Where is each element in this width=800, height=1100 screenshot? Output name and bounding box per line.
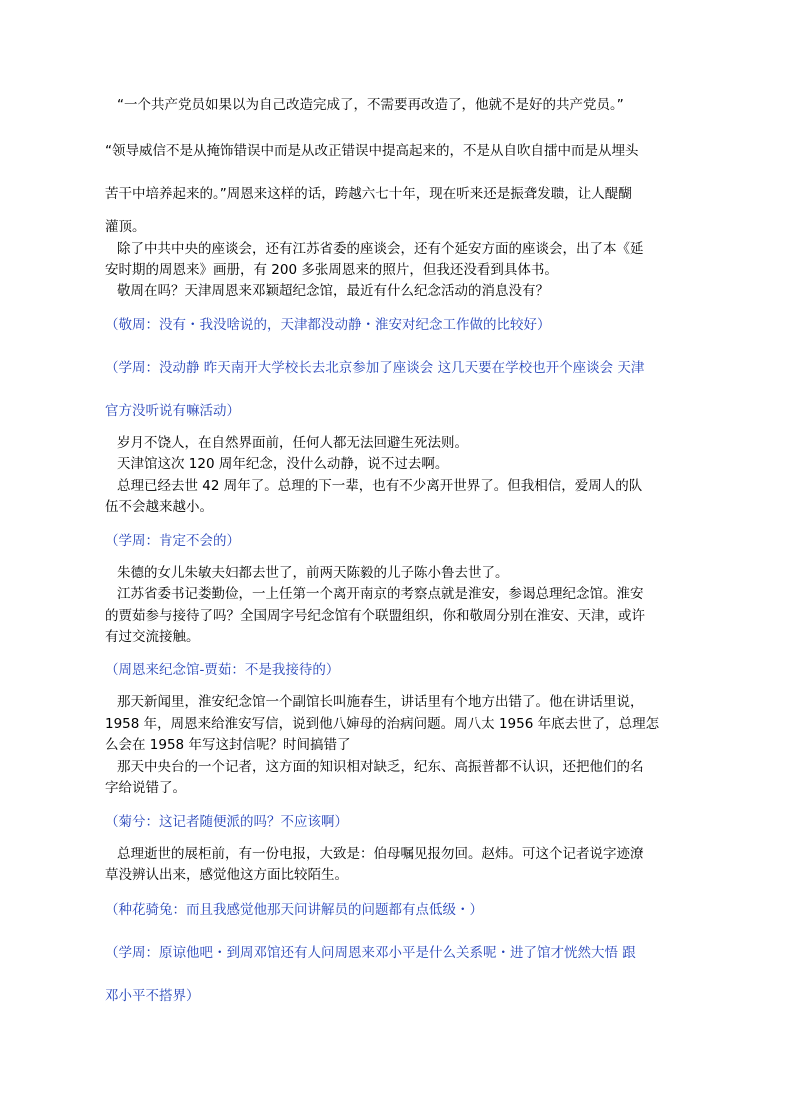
reply-line: （学周：肯定不会的）: [105, 533, 240, 549]
paragraph-line: 总理逝世的展柜前，有一份电报，大致是：伯母嘱见报勿回。赵炜。可这个记者说字迹潦: [117, 846, 644, 862]
paragraph-line: 岁月不饶人，在自然界面前，任何人都无法回避生死法则。: [117, 435, 468, 451]
reply-line: （学周：原谅他吧・到周邓馆还有人问周恩来邓小平是什么关系呢・进了馆才恍然大悟 跟: [105, 945, 636, 961]
paragraph-line: 除了中共中央的座谈会，还有江苏省委的座谈会，还有个延安方面的座谈会，出了本《延: [117, 241, 644, 257]
reply-line: （学周：没动静 昨天南开大学校长去北京参加了座谈会 这几天要在学校也开个座谈会 天津: [105, 360, 645, 376]
paragraph-line: 1958 年，周恩来给淮安写信，说到他八婶母的治病问题。周八太 1956 年底去世了，总理怎: [105, 716, 660, 732]
reply-line: （种花骑兔：而且我感觉他那天问讲解员的问题都有点低级・）: [105, 902, 483, 918]
reply-line: （敬周：没有・我没啥说的，天津都没动静・淮安对纪念工作做的比较好）: [105, 317, 551, 333]
paragraph-line: 朱德的女儿朱敏夫妇都去世了，前两天陈毅的儿子陈小鲁去世了。: [117, 565, 509, 581]
paragraph-line: 有过交流接触。: [105, 629, 200, 645]
paragraph-line: 么会在 1958 年写这封信呢？时间搞错了: [105, 737, 351, 753]
reply-line: 官方没听说有嘛活动）: [105, 403, 240, 419]
reply-line: 邓小平不搭界）: [105, 988, 200, 1004]
paragraph-line: 那天新闻里，淮安纪念馆一个副馆长叫施春生，讲话里有个地方出错了。他在讲话里说，: [117, 694, 644, 710]
reply-line: （周恩来纪念馆-贾茹：不是我接待的）: [105, 662, 340, 678]
paragraph-line: “一个共产党员如果以为自己改造完成了，不需要再改造了，他就不是好的共产党员。”: [117, 97, 624, 113]
paragraph-line: 安时期的周恩来》画册，有 200 多张周恩来的照片，但我还没看到具体书。: [105, 262, 558, 278]
paragraph-line: 字给说错了。: [105, 780, 186, 796]
paragraph-line: 天津馆这次 120 周年纪念，没什么动静，说不过去啊。: [117, 456, 449, 472]
paragraph-line: 江苏省委书记娄勤俭，一上任第一个离开南京的考察点就是淮安，参谒总理纪念馆。淮安: [117, 586, 644, 602]
paragraph-line: 草没辨认出来，感觉他这方面比较陌生。: [105, 867, 348, 883]
paragraph-line: 敬周在吗？天津周恩来邓颖超纪念馆，最近有什么纪念活动的消息没有？: [117, 283, 549, 299]
reply-line: （菊兮：这记者随便派的吗？不应该啊）: [105, 814, 348, 830]
paragraph-line: 苦干中培养起来的。”周恩来这样的话，跨越六七十年，现在听来还是振聋发聩，让人醍醐: [105, 186, 632, 202]
paragraph-line: 那天中央台的一个记者，这方面的知识相对缺乏，纪东、高振普都不认识，还把他们的名: [117, 759, 644, 775]
paragraph-line: 伍不会越来越小。: [105, 499, 213, 515]
paragraph-line: 灌顶。: [105, 219, 146, 235]
paragraph-line: 的贾茹参与接待了吗？全国周字号纪念馆有个联盟组织，你和敬周分别在淮安、天津，或许: [105, 608, 645, 624]
paragraph-line: “领导威信不是从掩饰错误中而是从改正错误中提高起来的，不是从自吹自擂中而是从埋头: [105, 143, 639, 159]
paragraph-line: 总理已经去世 42 周年了。总理的下一辈，也有不少离开世界了。但我相信，爱周人的队: [117, 478, 643, 494]
